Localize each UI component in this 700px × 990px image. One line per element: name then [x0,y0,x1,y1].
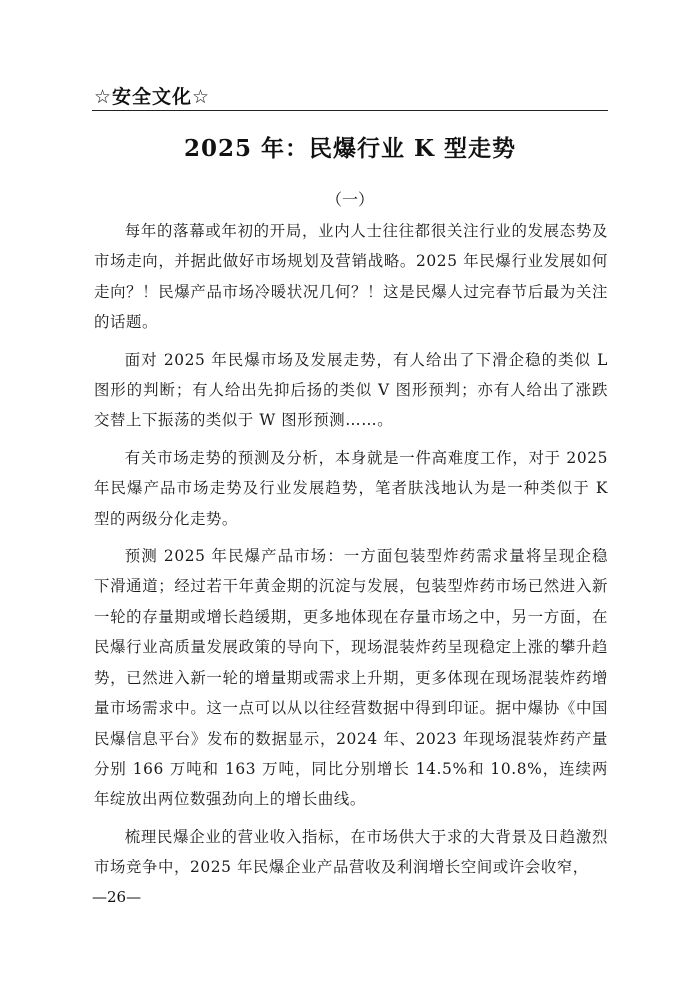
section-number: （一） [325,190,374,209]
paragraph-4: 预测 2025 年民爆产品市场：一方面包装型炸药需求量将呈现企稳下滑通道；经过若干年黄金期的沉淀与发展，包装型炸药市场已然进入新一轮的存量期或增长趋缓期，更多地体现在存量市场之中，另一方面，在民爆行业高质量发展政策的导向下，现场混装炸药呈现稳定上涨的攀升趋势，已然进入新一轮的增量期或需求上升期，更多体现在现场混装炸药增量市场需求中。这一点可以从以往经营数据中得到印证。据中爆协《中国民爆信息平台》发布的数据显示，2024 年、2023 年现场混装炸药产量分别 166 万吨和 163 万吨，同比分别增长 14.5%和 10.8%，连续两年绽放出两位数强劲向上的增长曲线。 [94,547,608,809]
section-header: ☆安全文化☆ [94,86,211,108]
paragraph-2: 面对 2025 年民爆市场及发展走势，有人给出了下滑企稳的类似 L 图形的判断；有人给出先抑后扬的类似 V 图形预判；亦有人给出了涨跌交替上下振荡的类似于 W 图形预测……。 [94,350,608,430]
paragraph-3: 有关市场走势的预测及分析，本身就是一件高难度工作，对于 2025 年民爆产品市场走势及行业发展趋势，笔者肤浅地认为是一种类似于 K 型的两级分化走势。 [94,448,608,528]
page-number: —26— [92,888,142,906]
header-divider [92,110,608,111]
article-title: 2025 年：民爆行业 K 型走势 [183,135,517,162]
paragraph-1: 每年的落幕或年初的开局，业内人士往往都很关注行业的发展态势及市场走向，并据此做好市场规划及营销战略。2025 年民爆行业发展如何走向？！民爆产品市场冷暖状况几何？！这是民爆人过完春节后最为关注的话题。 [94,222,608,332]
paragraph-5: 梳理民爆企业的营业收入指标，在市场供大于求的大背景及日趋激烈市场竞争中，2025 年民爆企业产品营收及利润增长空间或许会收窄， [94,827,608,877]
article-body [94,216,608,890]
